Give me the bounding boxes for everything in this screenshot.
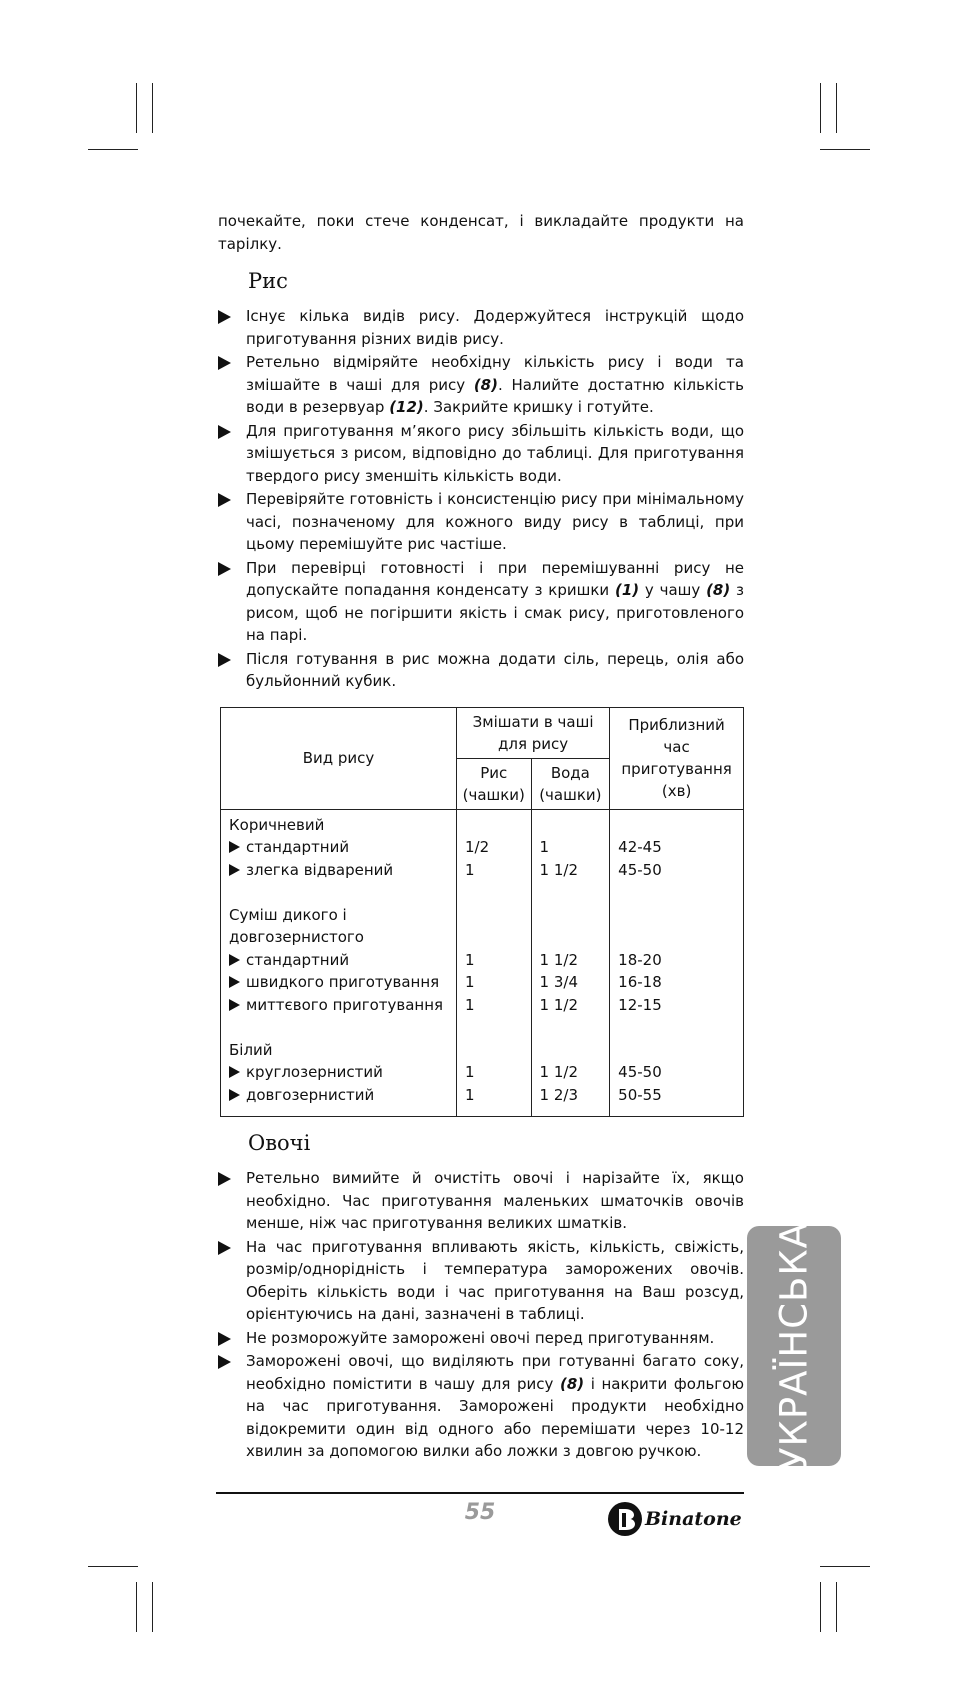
cell-text: стандартний xyxy=(246,838,350,856)
bullet-text: Не розморожуйте заморожені овочі перед приготуванням. xyxy=(246,1328,715,1347)
bullet-text: На час приготування впливають якість, кількість, свіжість, розмір/однорідність і температура заморожених овочів. Оберіть кількість води і час приготування на Ваш розсуд, орієнтуючись на дані, зазначені в таблиці. xyxy=(246,1237,744,1323)
crop-mark xyxy=(820,149,870,150)
table-cell-value xyxy=(465,1084,523,1107)
table-cell-value xyxy=(618,994,735,1017)
crop-mark xyxy=(152,83,153,133)
cell-text: злегка відварений xyxy=(246,860,394,879)
bullet-arrow-icon xyxy=(218,493,231,507)
table-cell-value xyxy=(465,1061,523,1084)
list-item xyxy=(218,648,744,693)
list-item xyxy=(218,1327,744,1350)
intro-paragraph: почекайте, поки стече конденсат, і викладайте продукти на тарілку. xyxy=(218,212,744,253)
table-cell-value xyxy=(465,971,523,994)
crop-mark xyxy=(836,83,837,133)
table-cell-value xyxy=(618,1084,735,1107)
crop-mark xyxy=(820,1582,821,1632)
table-cell-value xyxy=(618,971,735,994)
cell-text: 1 xyxy=(464,950,475,969)
binatone-logo-icon xyxy=(607,1501,643,1537)
table-cell-value xyxy=(540,1061,602,1084)
bullet-text: При перевірці готовності і при перемішуванні рису не допускайте попадання конденсату з кришки xyxy=(246,558,744,599)
bullet-text: і накрити фольгою на час приготування. Заморожені продукти необхідно відокремити один від одного або перемішати через 10-12 хвилин за допомогою вилки або ложки з довгою ручкою. xyxy=(246,1374,744,1460)
cell-text: 18-20 xyxy=(618,950,662,969)
col-header-type: Вид рису xyxy=(221,707,457,809)
page-content xyxy=(218,210,744,1464)
cell-text: 1 xyxy=(464,973,475,991)
vegetables-heading: Овочі xyxy=(248,1131,311,1155)
bullet-arrow-icon xyxy=(229,1066,240,1078)
list-item xyxy=(218,488,744,556)
rice-cooking-table xyxy=(220,707,744,1118)
rice-variant-label xyxy=(229,971,448,994)
cell-text: 42-45 xyxy=(618,838,662,856)
table-cell-value xyxy=(540,994,602,1017)
bullet-text: Ретельно відміряйте необхідну кількість рису і води та змішайте в чаші для рису xyxy=(246,353,744,394)
cell-text: 12-15 xyxy=(618,995,662,1014)
cell-text: 45-50 xyxy=(618,1063,662,1081)
list-item xyxy=(218,305,744,350)
bullet-arrow-icon xyxy=(218,1241,231,1255)
table-cell-value xyxy=(465,859,523,882)
bullet-text: Ретельно вимийте й очистіть овочі і нарізайте їх, якщо необхідно. Час приготування маленьких шматочків овочів менше, ніж час приготування великих шматків. xyxy=(246,1169,744,1232)
list-item xyxy=(218,1350,744,1463)
bullet-arrow-icon xyxy=(229,954,240,966)
table-cell-value xyxy=(618,949,735,972)
bullet-arrow-icon xyxy=(218,356,231,370)
language-tab-label: УКРАЇНСЬКА xyxy=(772,1222,816,1470)
cell-text: довгозернистий xyxy=(246,1085,375,1104)
bullet-text: . Налийте достатню кількість води в резервуар xyxy=(246,375,744,416)
table-cell-value xyxy=(618,836,735,859)
bullet-text: Заморожені овочі, що виділяють при готуванні багато соку, необхідно помістити в чашу для рису xyxy=(246,1352,744,1393)
bullet-text: (8) xyxy=(473,375,498,394)
list-item xyxy=(218,1236,744,1326)
bullet-arrow-icon xyxy=(229,976,240,988)
list-item xyxy=(218,420,744,488)
crop-mark xyxy=(136,83,137,133)
bullet-text: . Закрийте кришку і готуйте. xyxy=(423,398,654,416)
table-cell-value xyxy=(229,926,448,949)
col-header-water: Вода (чашки) xyxy=(531,758,610,809)
bullet-text: з рисом, щоб не погіршити якість і смак рису, приготовленого на парі. xyxy=(246,581,744,644)
rice-variant-label xyxy=(229,994,448,1017)
bullet-arrow-icon xyxy=(229,999,240,1011)
cell-text: Суміш дикого і xyxy=(229,905,347,924)
cell-text: 50-55 xyxy=(618,1085,662,1104)
cell-text: 1 xyxy=(464,1085,475,1104)
bullet-text: Після готування в рис можна додати сіль, перець, олія або бульйонний кубик. xyxy=(246,649,744,690)
rice-variant-label xyxy=(229,1084,448,1107)
table-cell-value xyxy=(618,859,735,882)
crop-mark xyxy=(136,1582,137,1632)
table-cell-value xyxy=(540,836,602,859)
brand-logo xyxy=(607,1501,742,1537)
table-cell-value xyxy=(465,994,523,1017)
rice-cups-cell xyxy=(456,809,531,1117)
bullet-text: Існує кілька видів рису. Додержуйтеся інструкцій щодо приготування різних видів рису. xyxy=(246,307,744,348)
footer-rule xyxy=(216,1492,744,1494)
bullet-arrow-icon xyxy=(218,653,231,667)
table-cell-value xyxy=(618,1061,735,1084)
cell-text: довгозернистого xyxy=(229,928,364,946)
bullet-arrow-icon xyxy=(229,841,240,853)
rice-variant-label xyxy=(229,859,448,882)
water-cups-cell xyxy=(531,809,610,1117)
cell-text: 1 1/2 xyxy=(539,995,578,1014)
cell-text: 1 xyxy=(464,860,475,879)
cell-text: 1 xyxy=(464,995,475,1014)
bullet-text: (12) xyxy=(389,398,424,416)
bullet-arrow-icon xyxy=(218,425,231,439)
crop-mark xyxy=(836,1582,837,1632)
bullet-text: у чашу xyxy=(639,581,707,599)
cell-text: 1 1/2 xyxy=(539,860,578,879)
cell-text: Білий xyxy=(229,1040,273,1059)
table-cell-value xyxy=(540,859,602,882)
bullet-arrow-icon xyxy=(218,1355,231,1369)
bullet-text: (1) xyxy=(614,581,640,599)
bullet-arrow-icon xyxy=(218,562,231,576)
crop-mark xyxy=(88,1566,138,1567)
bullet-text: (8) xyxy=(559,1374,585,1393)
rice-variant-label xyxy=(229,949,448,972)
bullet-arrow-icon xyxy=(229,864,240,876)
rice-variant-label xyxy=(229,1061,448,1084)
cell-text: 45-50 xyxy=(618,860,662,879)
crop-mark xyxy=(820,83,821,133)
table-cell-value xyxy=(465,949,523,972)
cell-text: 1/2 xyxy=(464,838,490,856)
table-cell-value xyxy=(229,1039,448,1062)
table-cell-value xyxy=(465,836,523,859)
bullet-text: (8) xyxy=(706,581,731,599)
table-cell-value xyxy=(229,814,448,837)
list-item xyxy=(218,351,744,419)
bullet-arrow-icon xyxy=(218,1332,231,1346)
rice-heading: Рис xyxy=(248,269,288,293)
vegetables-instructions-list xyxy=(218,1167,744,1463)
crop-mark xyxy=(820,1566,870,1567)
col-header-time: Приблизний час приготування (хв) xyxy=(610,707,744,809)
bullet-arrow-icon xyxy=(229,1089,240,1101)
crop-mark xyxy=(88,149,138,150)
list-item xyxy=(218,557,744,647)
cell-text: 1 xyxy=(464,1063,475,1081)
cell-text: круглозернистий xyxy=(246,1063,383,1081)
table-cell-value xyxy=(540,949,602,972)
cell-text: 1 1/2 xyxy=(539,950,578,969)
col-header-rice: Рис (чашки) xyxy=(456,758,531,809)
type-cell xyxy=(221,809,457,1117)
cell-text: 1 1/2 xyxy=(539,1063,578,1081)
cell-text: 1 xyxy=(539,838,550,856)
list-item xyxy=(218,1167,744,1235)
cell-text: 1 3/4 xyxy=(539,973,578,991)
rice-variant-label xyxy=(229,836,448,859)
crop-mark xyxy=(152,1582,153,1632)
cell-text: стандартний xyxy=(246,950,350,969)
cell-text: 1 2/3 xyxy=(539,1085,578,1104)
bullet-arrow-icon xyxy=(218,1172,231,1186)
time-cell xyxy=(610,809,744,1117)
table-cell-value xyxy=(229,904,448,927)
table-cell-value xyxy=(540,971,602,994)
cell-text: 16-18 xyxy=(618,973,662,991)
cell-text: Коричневий xyxy=(229,815,325,834)
bullet-text: Для приготування м’якого рису збільшіть кількість води, що змішується з рисом, відповідно до таблиці. Для приготування твердого рису зменшіть кількість води. xyxy=(246,421,744,485)
page-number: 55 xyxy=(464,1500,496,1525)
rice-instructions-list xyxy=(218,305,744,693)
col-header-mix: Змішати в чаші для рису xyxy=(456,707,609,758)
brand-name: Binatone xyxy=(645,1508,742,1530)
table-cell-value xyxy=(540,1084,602,1107)
cell-text: миттєвого приготування xyxy=(246,995,444,1014)
cell-text: швидкого приготування xyxy=(246,973,440,991)
bullet-text: Перевіряйте готовність і консистенцію рису при мінімальному часі, позначеному для кожного виду рису в таблиці, при цьому перемішуйте рис частіше. xyxy=(246,490,744,553)
bullet-arrow-icon xyxy=(218,310,231,324)
